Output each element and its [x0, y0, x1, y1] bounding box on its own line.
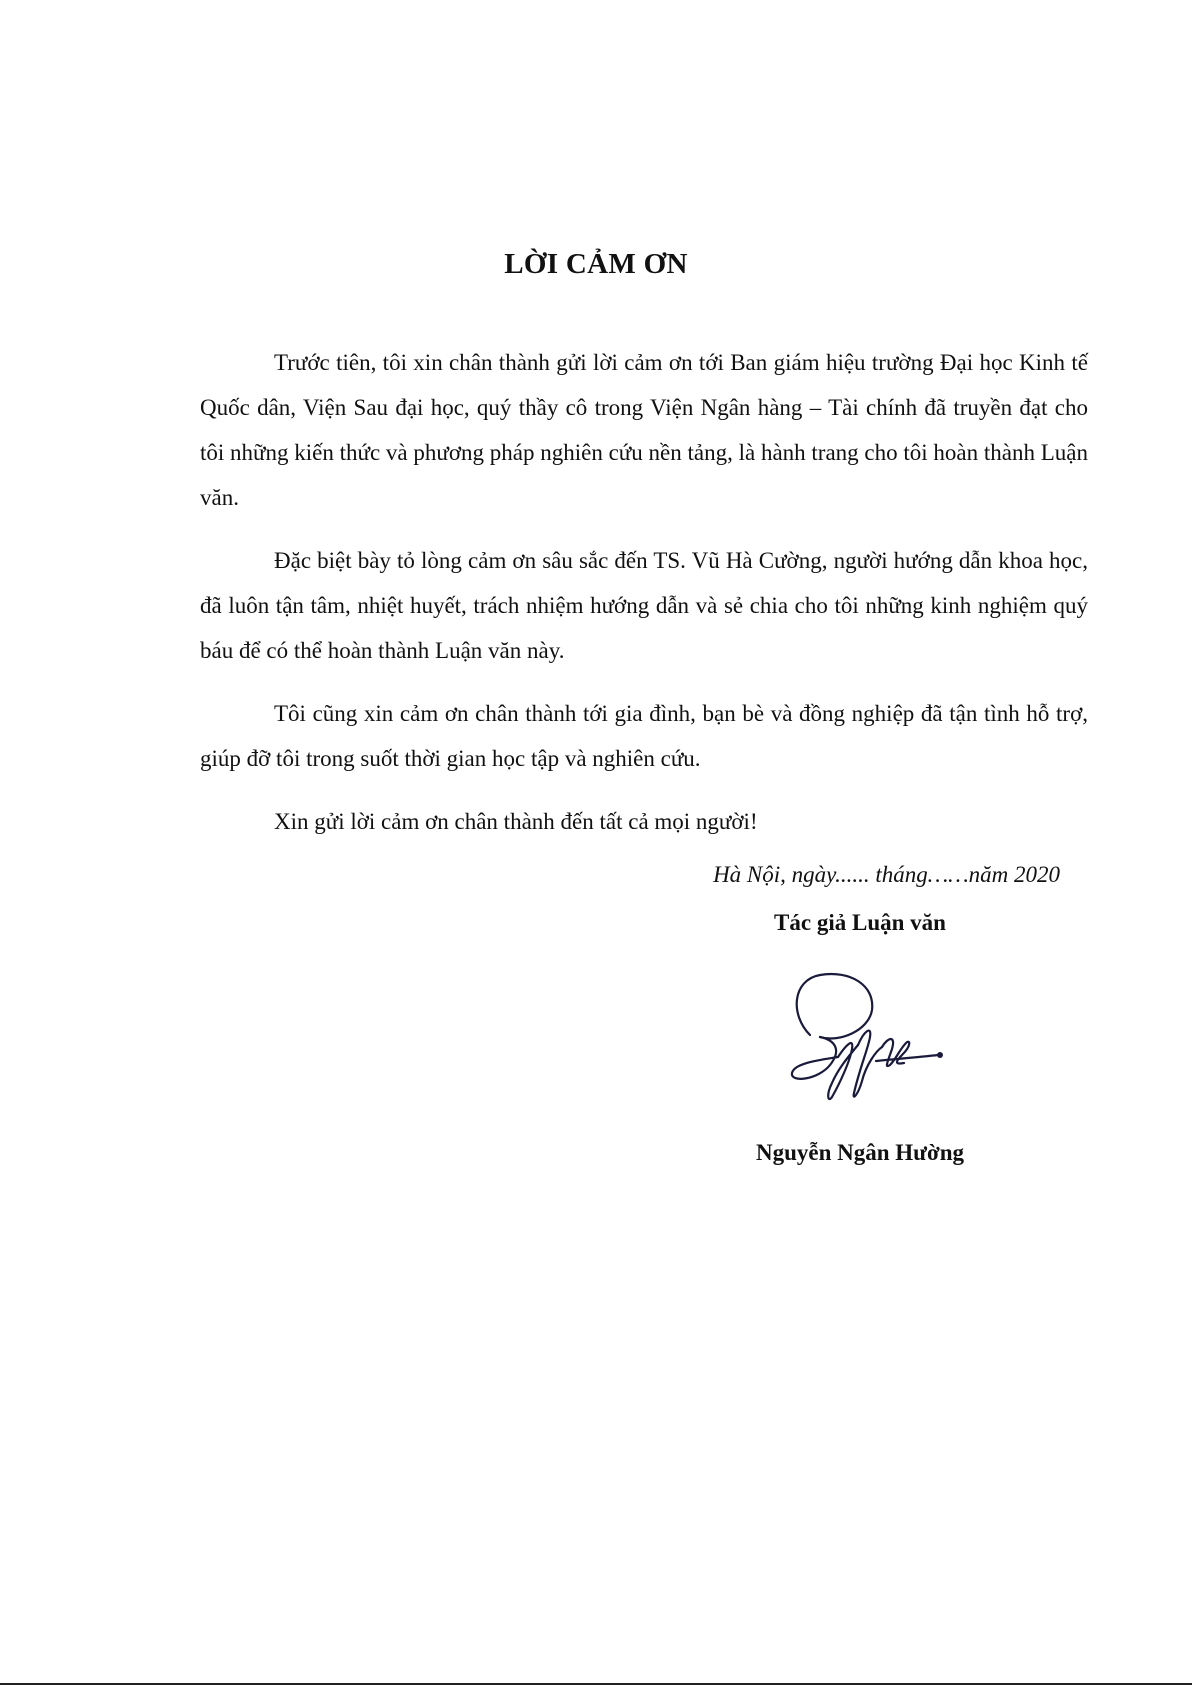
author-label: Tác giả Luận văn	[774, 910, 946, 935]
signature-icon	[780, 965, 950, 1105]
paragraph-3: Tôi cũng xin cảm ơn chân thành tới gia đình, bạn bè và đồng nghiệp đã tận tình hỗ trợ, giúp đỡ tôi trong suốt thời gian học tập và nghiên cứu.	[200, 701, 1088, 771]
paragraph-1: Trước tiên, tôi xin chân thành gửi lời cảm ơn tới Ban giám hiệu trường Đại học Kinh tế Quốc dân, Viện Sau đại học, quý thầy cô trong Viện Ngân hàng – Tài chính đã truyền đạt cho tôi những kiến thức và phương pháp nghiên cứu nền tảng, là hành trang cho tôi hoàn thành Luận văn.	[200, 350, 1088, 510]
paragraph-4: Xin gửi lời cảm ơn chân thành đến tất cả mọi người!	[274, 809, 758, 834]
author-name: Nguyễn Ngân Hường	[755, 1140, 965, 1165]
page-title: LỜI CẢM ƠN	[504, 248, 688, 280]
date-line: Hà Nội, ngày...... tháng……năm 2020	[713, 862, 1060, 887]
acknowledgement-body	[200, 340, 1088, 862]
paragraph-2: Đặc biệt bày tỏ lòng cảm ơn sâu sắc đến TS. Vũ Hà Cường, người hướng dẫn khoa học, đã luôn tận tâm, nhiệt huyết, trách nhiệm hướng dẫn và sẻ chia cho tôi những kinh nghiệm quý báu để có thể hoàn thành Luận văn này.	[200, 548, 1088, 663]
